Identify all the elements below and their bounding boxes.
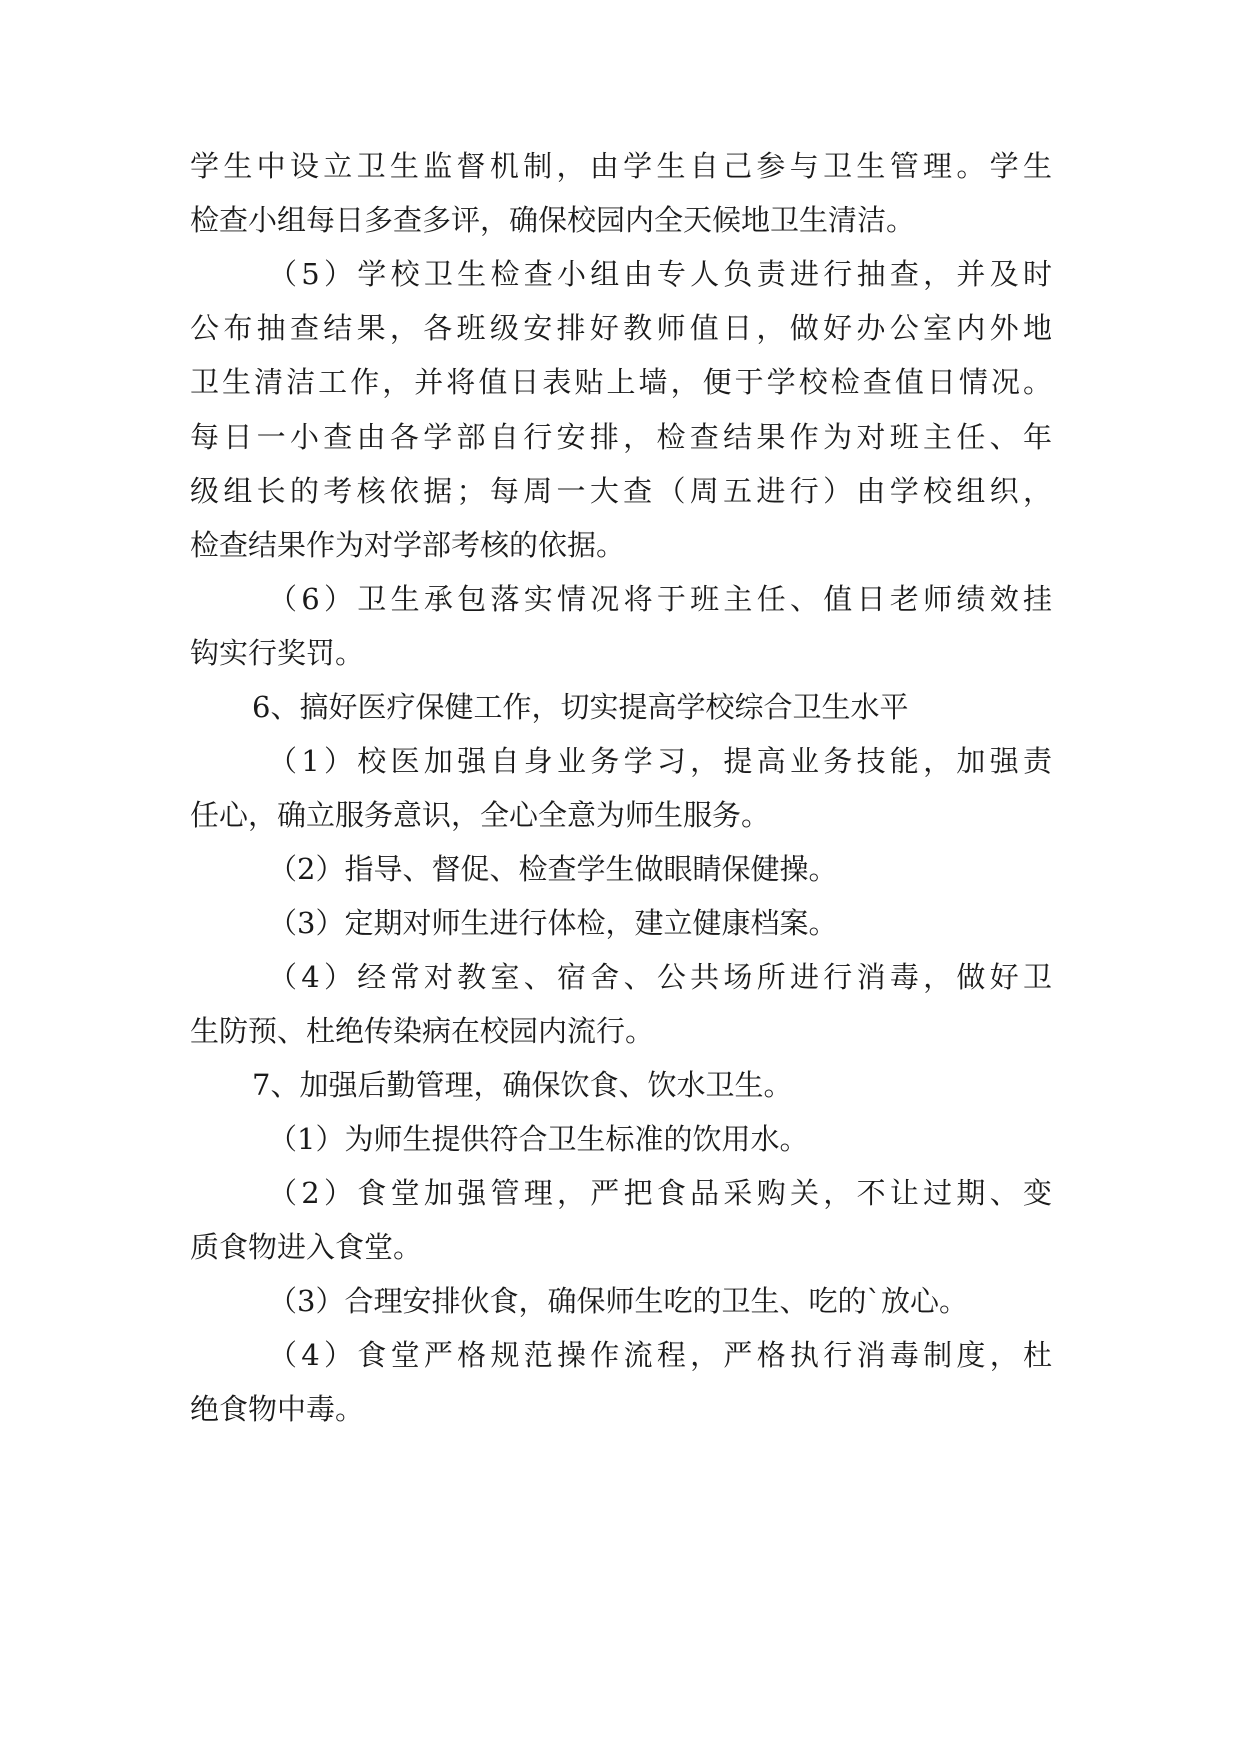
text-line: （4）经常对教室、宿舍、公共场所进行消毒，做好卫	[268, 960, 1052, 994]
text-line: （2）指导、督促、检查学生做眼睛保健操。	[268, 852, 838, 886]
text-line: 每日一小查由各学部自行安排，检查结果作为对班主任、年	[190, 420, 1052, 454]
section-heading: 6、搞好医疗保健工作，切实提高学校综合卫生水平	[252, 690, 909, 724]
text-line: 检查结果作为对学部考核的依据。	[190, 528, 626, 562]
text-line: （5）学校卫生检查小组由专人负责进行抽查，并及时	[268, 257, 1052, 291]
text-line: 卫生清洁工作，并将值日表贴上墙，便于学校检查值日情况。	[190, 365, 1052, 399]
text-line: 学生中设立卫生监督机制，由学生自己参与卫生管理。学生	[190, 149, 1052, 183]
text-line: 公布抽查结果，各班级安排好教师值日，做好办公室内外地	[190, 311, 1052, 345]
text-line: （3）合理安排伙食，确保师生吃的卫生、吃的`放心。	[268, 1284, 968, 1318]
text-line: （4）食堂严格规范操作流程，严格执行消毒制度，杜	[268, 1338, 1052, 1372]
text-line: （2）食堂加强管理，严把食品采购关，不让过期、变	[268, 1176, 1052, 1210]
section-heading: 7、加强后勤管理，确保饮食、饮水卫生。	[252, 1068, 793, 1102]
text-line: 生防预、杜绝传染病在校园内流行。	[190, 1014, 655, 1048]
text-line: 绝食物中毒。	[190, 1392, 365, 1426]
text-line: （1）校医加强自身业务学习，提高业务技能，加强责	[268, 744, 1052, 778]
text-line: 级组长的考核依据；每周一大查（周五进行）由学校组织，	[190, 474, 1052, 508]
text-line: 钩实行奖罚。	[190, 636, 365, 670]
text-line: 检查小组每日多查多评，确保校园内全天候地卫生清洁。	[190, 203, 916, 237]
text-line: 质食物进入食堂。	[190, 1230, 423, 1264]
text-line: （1）为师生提供符合卫生标准的饮用水。	[268, 1122, 809, 1156]
text-line: 任心，确立服务意识，全心全意为师生服务。	[190, 798, 771, 832]
text-line: （3）定期对师生进行体检，建立健康档案。	[268, 906, 838, 940]
text-line: （6）卫生承包落实情况将于班主任、值日老师绩效挂	[268, 582, 1052, 616]
